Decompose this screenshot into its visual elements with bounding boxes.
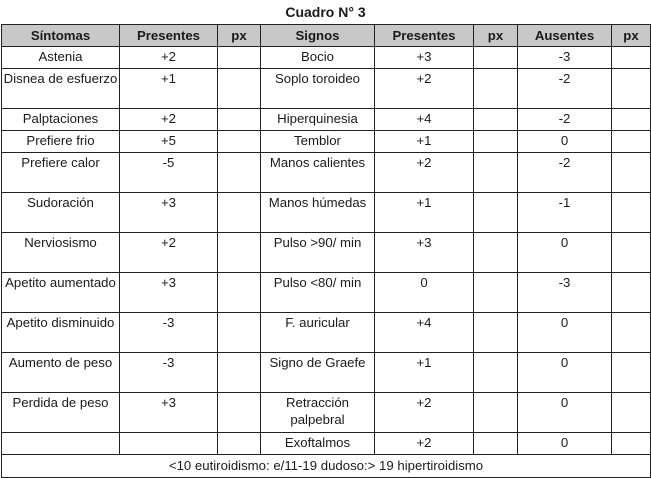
px-cell xyxy=(218,433,261,455)
signo-ausentes-cell: 0 xyxy=(518,353,612,393)
header-row xyxy=(2,25,651,47)
sintoma-cell xyxy=(2,433,120,455)
signo-cell: Manos húmedas xyxy=(261,193,375,233)
signo-ausentes-cell: 0 xyxy=(518,393,612,433)
px-cell xyxy=(218,69,261,109)
sintoma-presentes-cell: -5 xyxy=(120,153,218,193)
table-row xyxy=(2,273,651,313)
px-cell xyxy=(474,433,518,455)
sintoma-cell: Astenia xyxy=(2,47,120,69)
header-ausentes: Ausentes xyxy=(518,25,612,47)
table-row xyxy=(2,153,651,193)
px-cell xyxy=(474,109,518,131)
table-row xyxy=(2,131,651,153)
px-cell xyxy=(474,393,518,433)
signo-presentes-cell: 0 xyxy=(375,273,474,313)
px-cell xyxy=(218,153,261,193)
header-signos: Signos xyxy=(261,25,375,47)
signo-cell: F. auricular xyxy=(261,313,375,353)
table-title: Cuadro N° 3 xyxy=(285,4,366,20)
px-cell xyxy=(218,233,261,273)
score-table xyxy=(1,24,651,478)
signo-ausentes-cell: -2 xyxy=(518,69,612,109)
signo-presentes-cell: +3 xyxy=(375,47,474,69)
px-cell xyxy=(612,313,651,353)
signo-presentes-cell: +2 xyxy=(375,153,474,193)
sintoma-presentes-cell: +2 xyxy=(120,47,218,69)
sintoma-cell: Perdida de peso xyxy=(2,393,120,433)
sintoma-cell: Prefiere frio xyxy=(2,131,120,153)
px-cell xyxy=(474,193,518,233)
px-cell xyxy=(218,393,261,433)
px-cell xyxy=(612,353,651,393)
px-cell xyxy=(612,47,651,69)
px-cell xyxy=(474,313,518,353)
signo-ausentes-cell: -3 xyxy=(518,273,612,313)
sintoma-presentes-cell: -3 xyxy=(120,353,218,393)
signo-cell: Soplo toroideo xyxy=(261,69,375,109)
sintoma-presentes-cell: +2 xyxy=(120,233,218,273)
table-row xyxy=(2,353,651,393)
table-row xyxy=(2,109,651,131)
sintoma-cell: Palptaciones xyxy=(2,109,120,131)
table-row xyxy=(2,393,651,433)
px-cell xyxy=(612,109,651,131)
header-px-presentes-signos: px xyxy=(474,25,518,47)
signo-presentes-cell: +4 xyxy=(375,109,474,131)
signo-ausentes-cell: -3 xyxy=(518,47,612,69)
px-cell xyxy=(218,109,261,131)
sintoma-cell: Apetito disminuido xyxy=(2,313,120,353)
sintoma-cell: Sudoración xyxy=(2,193,120,233)
px-cell xyxy=(218,313,261,353)
signo-ausentes-cell: 0 xyxy=(518,433,612,455)
px-cell xyxy=(474,273,518,313)
sintoma-presentes-cell: +3 xyxy=(120,273,218,313)
px-cell xyxy=(612,273,651,313)
signo-ausentes-cell: -2 xyxy=(518,109,612,131)
sintoma-presentes-cell: +3 xyxy=(120,193,218,233)
sintoma-cell: Nerviosismo xyxy=(2,233,120,273)
sintoma-presentes-cell: +2 xyxy=(120,109,218,131)
px-cell xyxy=(474,153,518,193)
table-row xyxy=(2,233,651,273)
signo-cell: Bocio xyxy=(261,47,375,69)
header-presentes-signos: Presentes xyxy=(375,25,474,47)
px-cell xyxy=(474,233,518,273)
sintoma-cell: Disnea de esfuerzo xyxy=(2,69,120,109)
sintoma-presentes-cell: +3 xyxy=(120,393,218,433)
sintoma-presentes-cell xyxy=(120,433,218,455)
signo-ausentes-cell: 0 xyxy=(518,131,612,153)
px-cell xyxy=(218,353,261,393)
px-cell xyxy=(612,131,651,153)
signo-cell: Exoftalmos xyxy=(261,433,375,455)
table-row xyxy=(2,193,651,233)
signo-cell: Manos calientes xyxy=(261,153,375,193)
px-cell xyxy=(612,153,651,193)
table-row xyxy=(2,69,651,109)
px-cell xyxy=(218,273,261,313)
sintoma-cell: Prefiere calor xyxy=(2,153,120,193)
signo-presentes-cell: +4 xyxy=(375,313,474,353)
signo-ausentes-cell: 0 xyxy=(518,233,612,273)
table-row xyxy=(2,313,651,353)
px-cell xyxy=(612,233,651,273)
px-cell xyxy=(612,393,651,433)
table-row xyxy=(2,433,651,455)
px-cell xyxy=(612,193,651,233)
signo-presentes-cell: +3 xyxy=(375,233,474,273)
sintoma-cell: Apetito aumentado xyxy=(2,273,120,313)
signo-cell: Signo de Graefe xyxy=(261,353,375,393)
px-cell xyxy=(612,69,651,109)
signo-cell: Temblor xyxy=(261,131,375,153)
signo-ausentes-cell: -2 xyxy=(518,153,612,193)
footer-row xyxy=(2,455,651,478)
px-cell xyxy=(218,193,261,233)
sintoma-presentes-cell: +1 xyxy=(120,69,218,109)
sintoma-presentes-cell: +5 xyxy=(120,131,218,153)
signo-cell: Retracción palpebral xyxy=(261,393,375,433)
signo-cell: Pulso <80/ min xyxy=(261,273,375,313)
interpretation-note: <10 eutiroidismo: e/11-19 dudoso:> 19 hipertiroidismo xyxy=(2,455,651,478)
signo-presentes-cell: +2 xyxy=(375,393,474,433)
px-cell xyxy=(612,433,651,455)
px-cell xyxy=(474,69,518,109)
table-row xyxy=(2,47,651,69)
px-cell xyxy=(474,47,518,69)
signo-presentes-cell: +1 xyxy=(375,193,474,233)
signo-cell: Pulso >90/ min xyxy=(261,233,375,273)
signo-presentes-cell: +2 xyxy=(375,433,474,455)
header-px-ausentes: px xyxy=(612,25,651,47)
signo-ausentes-cell: 0 xyxy=(518,313,612,353)
px-cell xyxy=(474,353,518,393)
signo-ausentes-cell: -1 xyxy=(518,193,612,233)
signo-presentes-cell: +1 xyxy=(375,353,474,393)
signo-cell: Hiperquinesia xyxy=(261,109,375,131)
px-cell xyxy=(218,47,261,69)
header-presentes-sintomas: Presentes xyxy=(120,25,218,47)
signo-presentes-cell: +2 xyxy=(375,69,474,109)
header-sintomas: Síntomas xyxy=(2,25,120,47)
px-cell xyxy=(474,131,518,153)
px-cell xyxy=(218,131,261,153)
sintoma-cell: Aumento de peso xyxy=(2,353,120,393)
header-px-sintomas: px xyxy=(218,25,261,47)
signo-presentes-cell: +1 xyxy=(375,131,474,153)
sintoma-presentes-cell: -3 xyxy=(120,313,218,353)
